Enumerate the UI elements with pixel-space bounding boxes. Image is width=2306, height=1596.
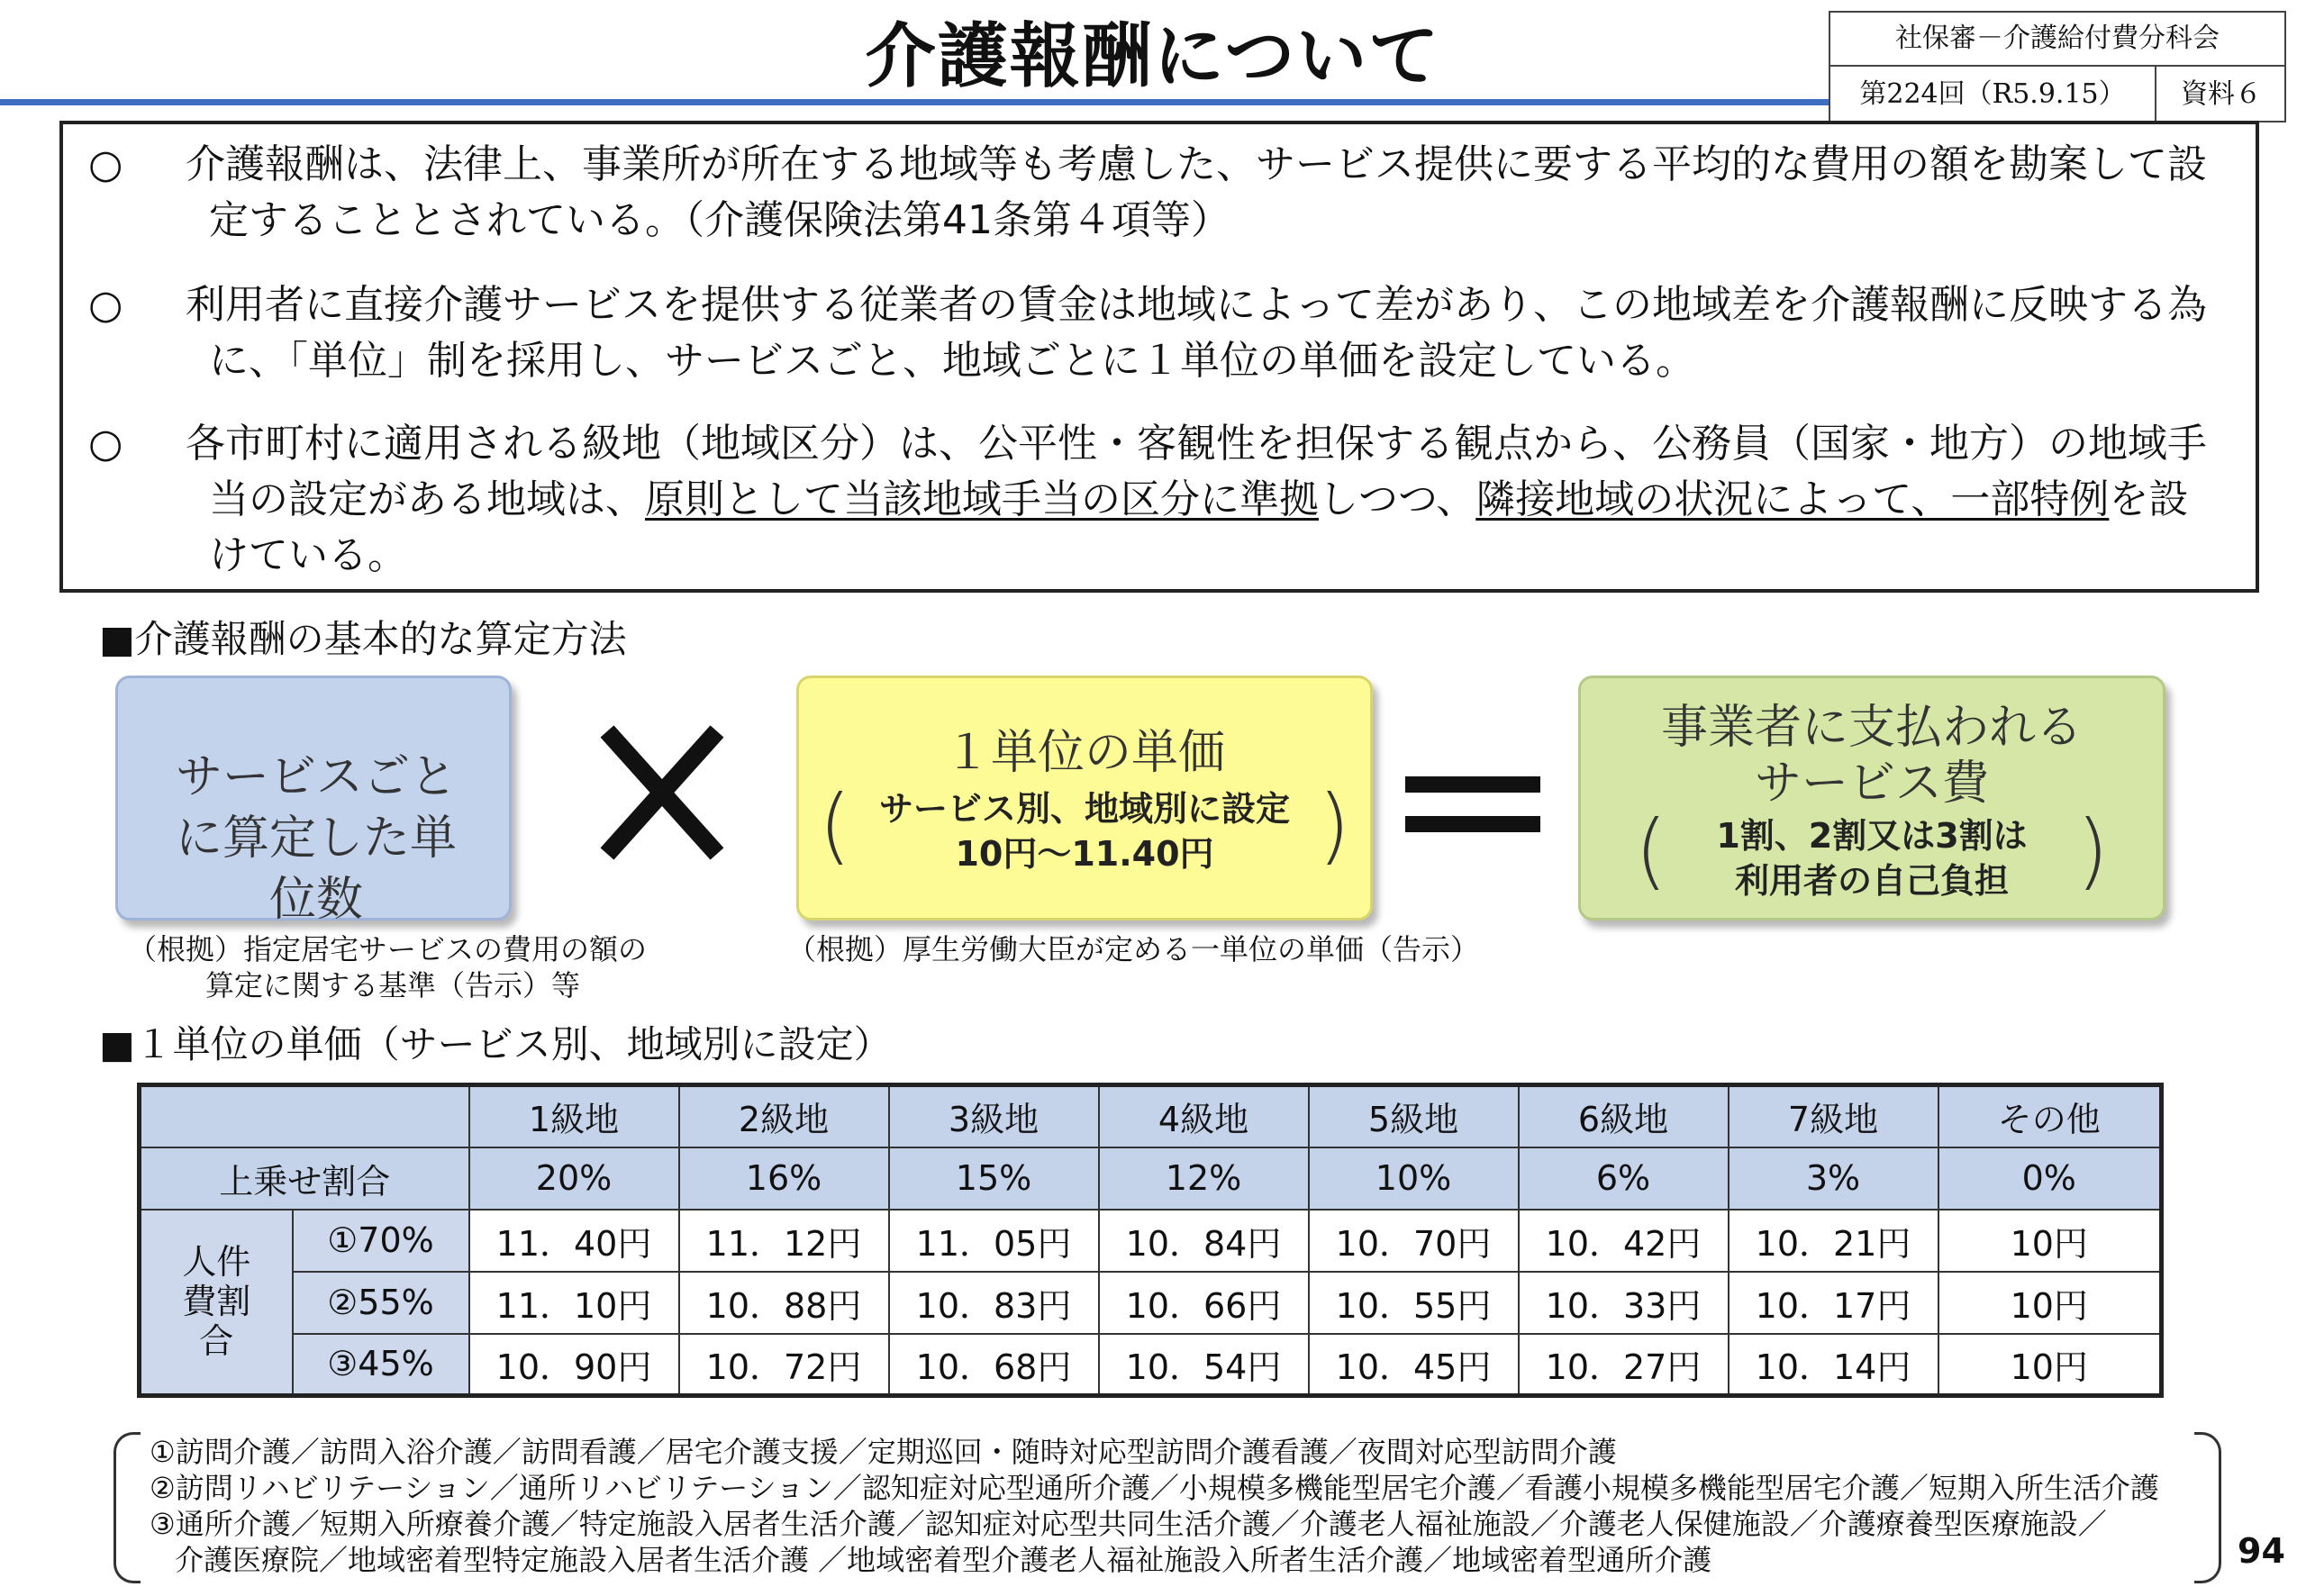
surcharge-cell: 3% [1729,1147,1938,1210]
committee-label: 社保審－介護給付費分科会 [1830,13,2284,67]
footnote-line-1: ①訪問介護／訪問入浴介護／訪問看護／居宅介護支援／定期巡回・随時対応型訪問介護看護／夜間対応型訪問介護 [150,1435,1617,1469]
surcharge-row [140,1147,2162,1210]
page-number: 94 [2238,1531,2285,1571]
bullet-circle: ○ [88,282,123,328]
service-fee-sub1: 1割、2割又は3割は [1716,816,2028,856]
unit-price-sub1: サービス別、地域別に設定 [878,789,1290,829]
page-title: 介護報酬について [865,16,1441,97]
header-rule [0,99,1829,105]
basis-note-1-line-2: 算定に関する基準（告示）等 [205,968,581,1002]
summary-box [59,121,2259,593]
unit-price-cell: 10．42円 [1519,1210,1729,1272]
equals-bar-top [1405,776,1540,793]
grade-header: 3級地 [889,1085,1099,1147]
service-category-footnotes [113,1432,2212,1583]
unit-price-cell: 10．14円 [1729,1334,1938,1396]
unit-price-cell: 10．90円 [469,1334,679,1396]
unit-price-cell: 10．72円 [679,1334,889,1396]
unit-price-cell: 10．54円 [1099,1334,1309,1396]
right-bracket [2194,1432,2221,1583]
equals-icon [1405,776,1540,832]
unit-price-cell: 10円 [1938,1272,2162,1334]
left-bracket [113,1432,141,1583]
right-paren: ) [2076,803,2109,899]
surcharge-cell: 10% [1309,1147,1519,1210]
unit-price-cell: 10．33円 [1519,1272,1729,1334]
bullet-circle: ○ [88,421,123,467]
summary-point-3-part-a: 各市町村に適用される級地（地域区分）は、公平性・客観性を担保する観点から、公務員（国家・地方）の地域手当の設定がある地域は、 [186,421,2207,522]
unit-table-heading: ■１単位の単価（サービス別、地域別に設定） [99,1022,892,1066]
unit-price-cell: 10円 [1938,1334,2162,1396]
footnote-line-3: ③通所介護／短期入所療養介護／特定施設入居者生活介護／認知症対応型共同生活介護／介護老人福祉施設／介護老人保健施設／介護療養型医療施設／ [150,1507,2107,1541]
unit-price-cell: 11．12円 [679,1210,889,1272]
surcharge-cell: 6% [1519,1147,1729,1210]
unit-price-cell: 11．05円 [889,1210,1099,1272]
multiply-icon [595,721,730,865]
grade-header: 4級地 [1099,1085,1309,1147]
grade-header: 5級地 [1309,1085,1519,1147]
unit-price-cell: 10．45円 [1309,1334,1519,1396]
service-fee-title-1: 事業者に支払われる [1660,701,2083,755]
underlined-phrase-exception: 隣接地域の状況によって、一部特例 [1475,476,2110,522]
unit-price-sub2: 10円～11.40円 [955,834,1214,874]
table-row [140,1210,2162,1272]
surcharge-cell: 16% [679,1147,889,1210]
surcharge-cell: 12% [1099,1147,1309,1210]
unit-price-cell: 10．70円 [1309,1210,1519,1272]
unit-price-cell: 10．84円 [1099,1210,1309,1272]
summary-point-1 [88,137,2223,249]
bullet-circle: ○ [88,141,123,187]
material-label: 資料６ [2181,78,2262,110]
service-fee-title-2: サービス費 [1754,757,1989,811]
grade-header: 1級地 [469,1085,679,1147]
unit-price-cell: 10円 [1938,1210,2162,1272]
service-fee-sub2: 利用者の自己負担 [1734,861,2009,901]
labor-ratio-cell: ①70% [293,1210,469,1272]
footnote-line-4: 介護医療院／地域密着型特定施設入居者生活介護 ／地域密着型介護老人福祉施設入所者生活介護／地域密着型通所介護 [175,1543,1712,1577]
unit-price-cell: 10．17円 [1729,1272,1938,1334]
units-box-text: サービスごとに算定した単位数 [175,750,457,927]
table-row [140,1334,2162,1396]
grade-header: 6級地 [1519,1085,1729,1147]
session-label: 第224回（R5.9.15） [1830,67,2156,122]
table-header-row [140,1085,2162,1147]
unit-price-cell: 10．27円 [1519,1334,1729,1396]
surcharge-cell: 20% [469,1147,679,1210]
surcharge-label: 上乗せ割合 [140,1147,469,1210]
unit-price-box [796,676,1373,920]
footnote-line-2: ②訪問リハビリテーション／通所リハビリテーション／認知症対応型通所介護／小規模多機能型居宅介護／看護小規模多機能型居宅介護／短期入所生活介護 [150,1471,2159,1505]
unit-price-cell: 10．66円 [1099,1272,1309,1334]
summary-point-3-text [112,416,2223,584]
unit-price-cell: 10．68円 [889,1334,1099,1396]
labor-ratio-label [140,1210,293,1396]
equals-bar-bottom [1405,816,1540,832]
unit-price-cell: 10．21円 [1729,1210,1938,1272]
unit-price-cell: 10．55円 [1309,1272,1519,1334]
grade-header: その他 [1938,1085,2162,1147]
unit-price-cell: 10．88円 [679,1272,889,1334]
left-paren: ( [819,777,851,874]
surcharge-cell: 15% [889,1147,1099,1210]
basis-note-1-line-1: （根拠）指定居宅サービスの費用の額の [128,932,648,966]
labor-ratio-label-text: 人件費割合 [182,1242,251,1362]
right-paren: ) [1318,777,1350,874]
unit-price-cell: 11．10円 [469,1272,679,1334]
unit-price-cell: 10．83円 [889,1272,1099,1334]
table-corner-cell [140,1085,469,1147]
method-heading: ■介護報酬の基本的な算定方法 [99,617,627,661]
grade-header: 7級地 [1729,1085,1938,1147]
unit-price-table [137,1083,2164,1398]
summary-point-3 [88,416,2223,584]
summary-point-3-part-b: しつつ、 [1319,476,1476,522]
summary-point-3-part-c: を設けている。 [209,476,2189,578]
document-meta-box [1829,11,2286,122]
labor-ratio-cell: ③45% [293,1334,469,1396]
unit-price-title: １単位の単価 [943,726,1225,780]
basis-note-2: （根拠）厚生労働大臣が定める一単位の単価（告示） [787,932,1480,966]
summary-point-2-text: 利用者に直接介護サービスを提供する従業者の賃金は地域によって差があり、この地域差を介護報酬に反映する為に、「単位」制を採用し、サービスごと、地域ごとに１単位の単価を設定している。 [186,282,2207,384]
summary-point-1-text: 介護報酬は、法律上、事業所が所在する地域等も考慮した、サービス提供に要する平均的な費用の額を勘案して設定することとされている。（介護保険法第41条第４項等） [186,141,2207,243]
labor-ratio-cell: ②55% [293,1272,469,1334]
unit-price-cell: 11．40円 [469,1210,679,1272]
surcharge-cell: 0% [1938,1147,2162,1210]
grade-header: 2級地 [679,1085,889,1147]
underlined-phrase-principle: 原則として当該地域手当の区分に準拠 [645,476,1319,522]
summary-point-2 [88,277,2223,389]
units-box [115,676,512,927]
service-fee-box [1578,676,2165,920]
table-row [140,1272,2162,1334]
left-paren: ( [1635,803,1667,899]
